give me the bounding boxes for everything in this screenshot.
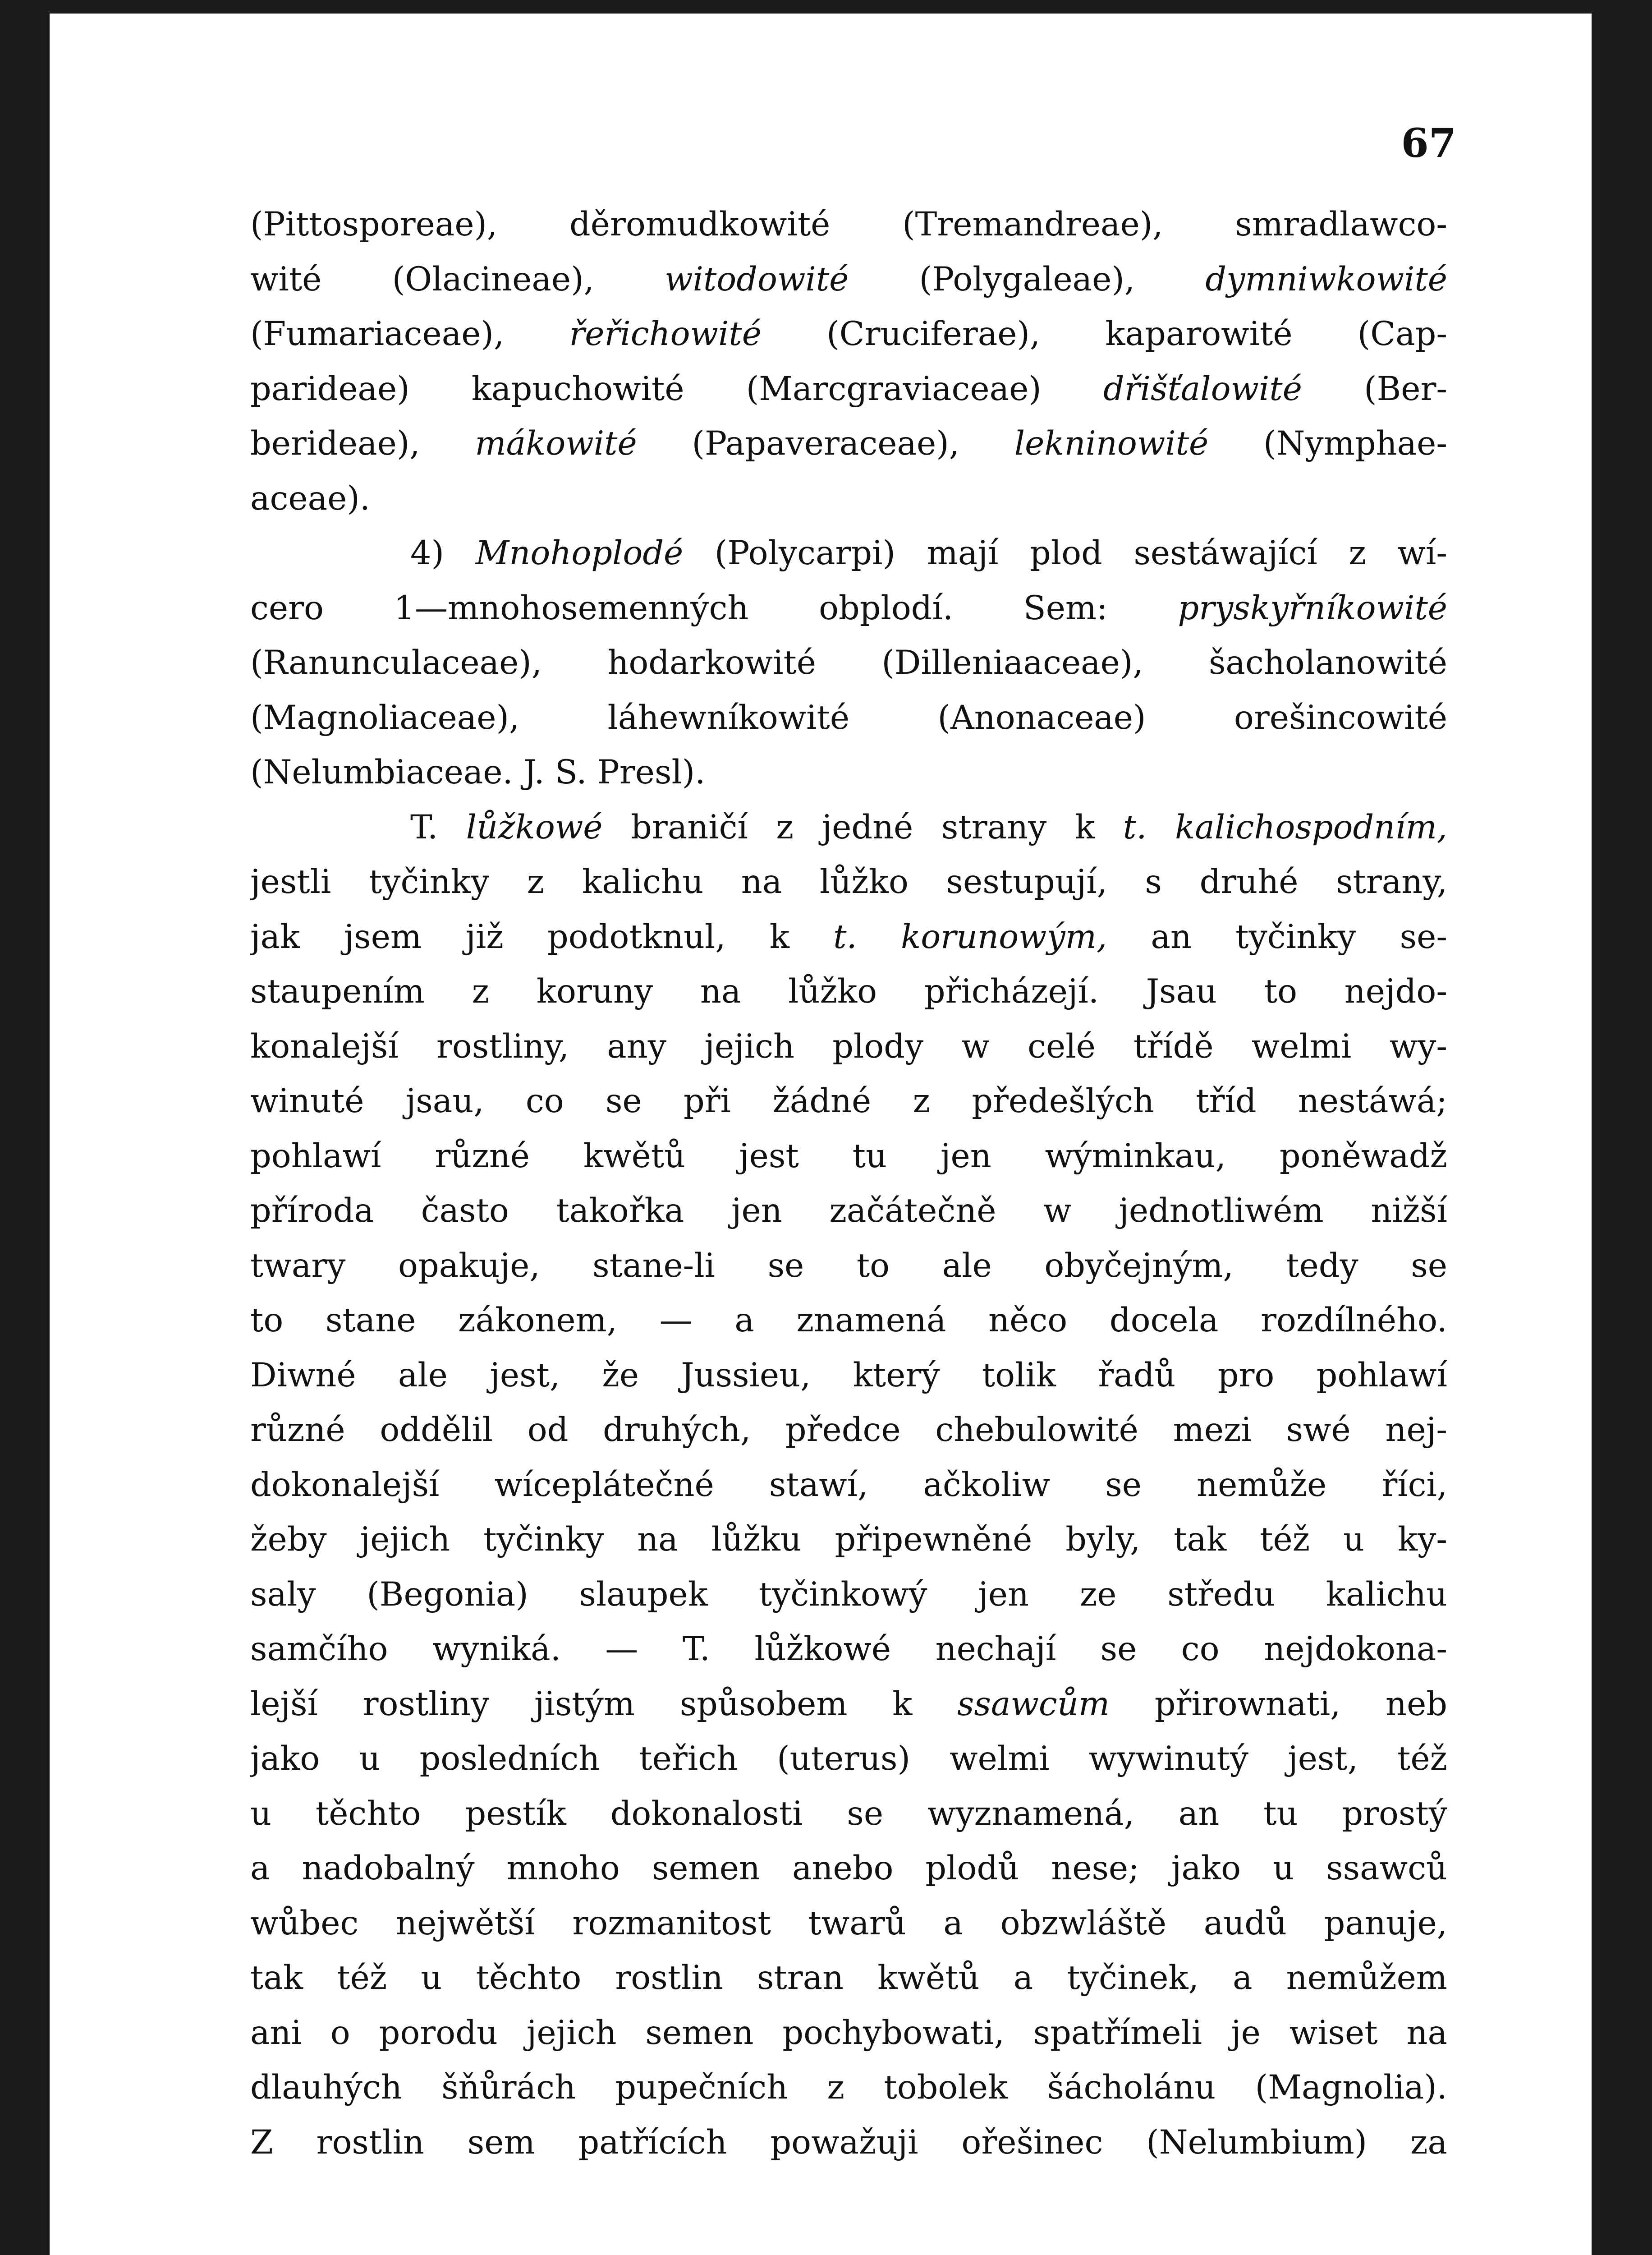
- text-line: wité (Olacineae), witodowité (Polygaleae), dymniwkowité: [250, 260, 1447, 299]
- text-line: wůbec nejwětší rozmanitost twarů a obzwláště audů panuje,: [250, 1904, 1447, 1942]
- text-line: různé oddělil od druhých, předce chebulowité mezi swé nej-: [250, 1411, 1447, 1449]
- text-line: (Ranunculaceae), hodarkowité (Dilleniaaceae), šacholanowité: [250, 644, 1447, 682]
- text-line: konalejší rostliny, any jejich plody w celé třídě welmi wy-: [250, 1027, 1447, 1066]
- text-line: jako u posledních teřich (uterus) welmi wywinutý jest, též: [250, 1740, 1447, 1778]
- text-line: ani o porodu jejich semen pochybowati, spatřímeli je wiset na: [250, 2013, 1447, 2052]
- text-line: lejší rostliny jistým spůsobem k ssawcům přirownati, neb: [250, 1684, 1447, 1723]
- text-line: to stane zákonem, — a znamená něco docela rozdílného.: [250, 1301, 1447, 1339]
- text-line: parideae) kapuchowité (Marcgraviaceae) dřišťalowité (Ber-: [250, 369, 1447, 408]
- italic-term: witodowité: [665, 260, 849, 299]
- text-line: tak též u těchto rostlin stran kwětů a tyčinek, a nemůžem: [250, 1959, 1447, 1997]
- text-line: twary opakuje, stane-li se to ale obyčejným, tedy se: [250, 1246, 1447, 1285]
- italic-term: lůžkowé: [466, 808, 603, 847]
- text-line: aceae).: [250, 479, 371, 518]
- italic-term: t. korunowým,: [833, 917, 1107, 956]
- book-page: [50, 14, 1592, 2255]
- italic-term: dymniwkowité: [1205, 260, 1447, 299]
- text-line: jak jsem již podotknul, k t. korunowým, an tyčinky se-: [250, 917, 1447, 956]
- page-number: 67: [1401, 120, 1456, 166]
- text-line: 4) Mnohoplodé (Polycarpi) mají plod sestáwající z wí-: [410, 534, 1447, 572]
- italic-term: t. kalichospodním,: [1123, 808, 1447, 847]
- text-line: jestli tyčinky z kalichu na lůžko sestupují, s druhé strany,: [250, 863, 1447, 901]
- text-line: samčího wyniká. — T. lůžkowé nechají se co nejdokona-: [250, 1630, 1447, 1668]
- text-line: saly (Begonia) slaupek tyčinkowý jen ze středu kalichu: [250, 1575, 1447, 1614]
- italic-term: dřišťalowité: [1103, 369, 1302, 408]
- italic-term: řeřichowité: [569, 315, 762, 353]
- text-line: (Fumariaceae), řeřichowité (Cruciferae), kaparowité (Cap-: [250, 315, 1447, 353]
- text-line: příroda často takořka jen začátečně w jednotliwém nižší: [250, 1192, 1447, 1230]
- text-line: T. lůžkowé braničí z jedné strany k t. kalichospodním,: [410, 808, 1447, 847]
- text-line: staupením z koruny na lůžko přicházejí. Jsau to nejdo-: [250, 972, 1447, 1011]
- text-line: Z rostlin sem patřících powažuji ořešinec (Nelumbium) za: [250, 2123, 1447, 2162]
- text-line: žeby jejich tyčinky na lůžku připewněné byly, tak též u ky-: [250, 1520, 1447, 1559]
- text-line: dlauhých šňůrách pupečních z tobolek šácholánu (Magnolia).: [250, 2068, 1447, 2107]
- text-line: dokonalejší wíceplátečné stawí, ačkoliw se nemůže říci,: [250, 1465, 1447, 1504]
- text-line: a nadobalný mnoho semen anebo plodů nese; jako u ssawců: [250, 1849, 1447, 1887]
- text-line: (Pittosporeae), děromudkowité (Tremandreae), smradlawco-: [250, 205, 1447, 244]
- text-line: pohlawí různé kwětů jest tu jen wýminkau, poněwadž: [250, 1137, 1447, 1175]
- italic-term: pryskyřníkowité: [1178, 589, 1447, 627]
- text-line: (Nelumbiaceae. J. S. Presl).: [250, 753, 706, 792]
- text-line: (Magnoliaceae), láhewníkowité (Anonaceae) orešincowité: [250, 698, 1447, 737]
- italic-term: lekninowité: [1014, 424, 1209, 463]
- text-line: Diwné ale jest, že Jussieu, který tolik řadů pro pohlawí: [250, 1356, 1447, 1394]
- italic-term: mákowité: [475, 424, 637, 463]
- italic-term: Mnohoplodé: [475, 534, 684, 572]
- italic-term: ssawcům: [957, 1684, 1110, 1723]
- text-line: berideae), mákowité (Papaveraceae), lekninowité (Nymphae-: [250, 424, 1447, 463]
- text-line: cero 1—mnohosemenných obplodí. Sem: pryskyřníkowité: [250, 589, 1447, 627]
- text-line: winuté jsau, co se při žádné z předešlých tříd nestáwá;: [250, 1082, 1447, 1120]
- text-line: u těchto pestík dokonalosti se wyznamená, an tu prostý: [250, 1794, 1447, 1833]
